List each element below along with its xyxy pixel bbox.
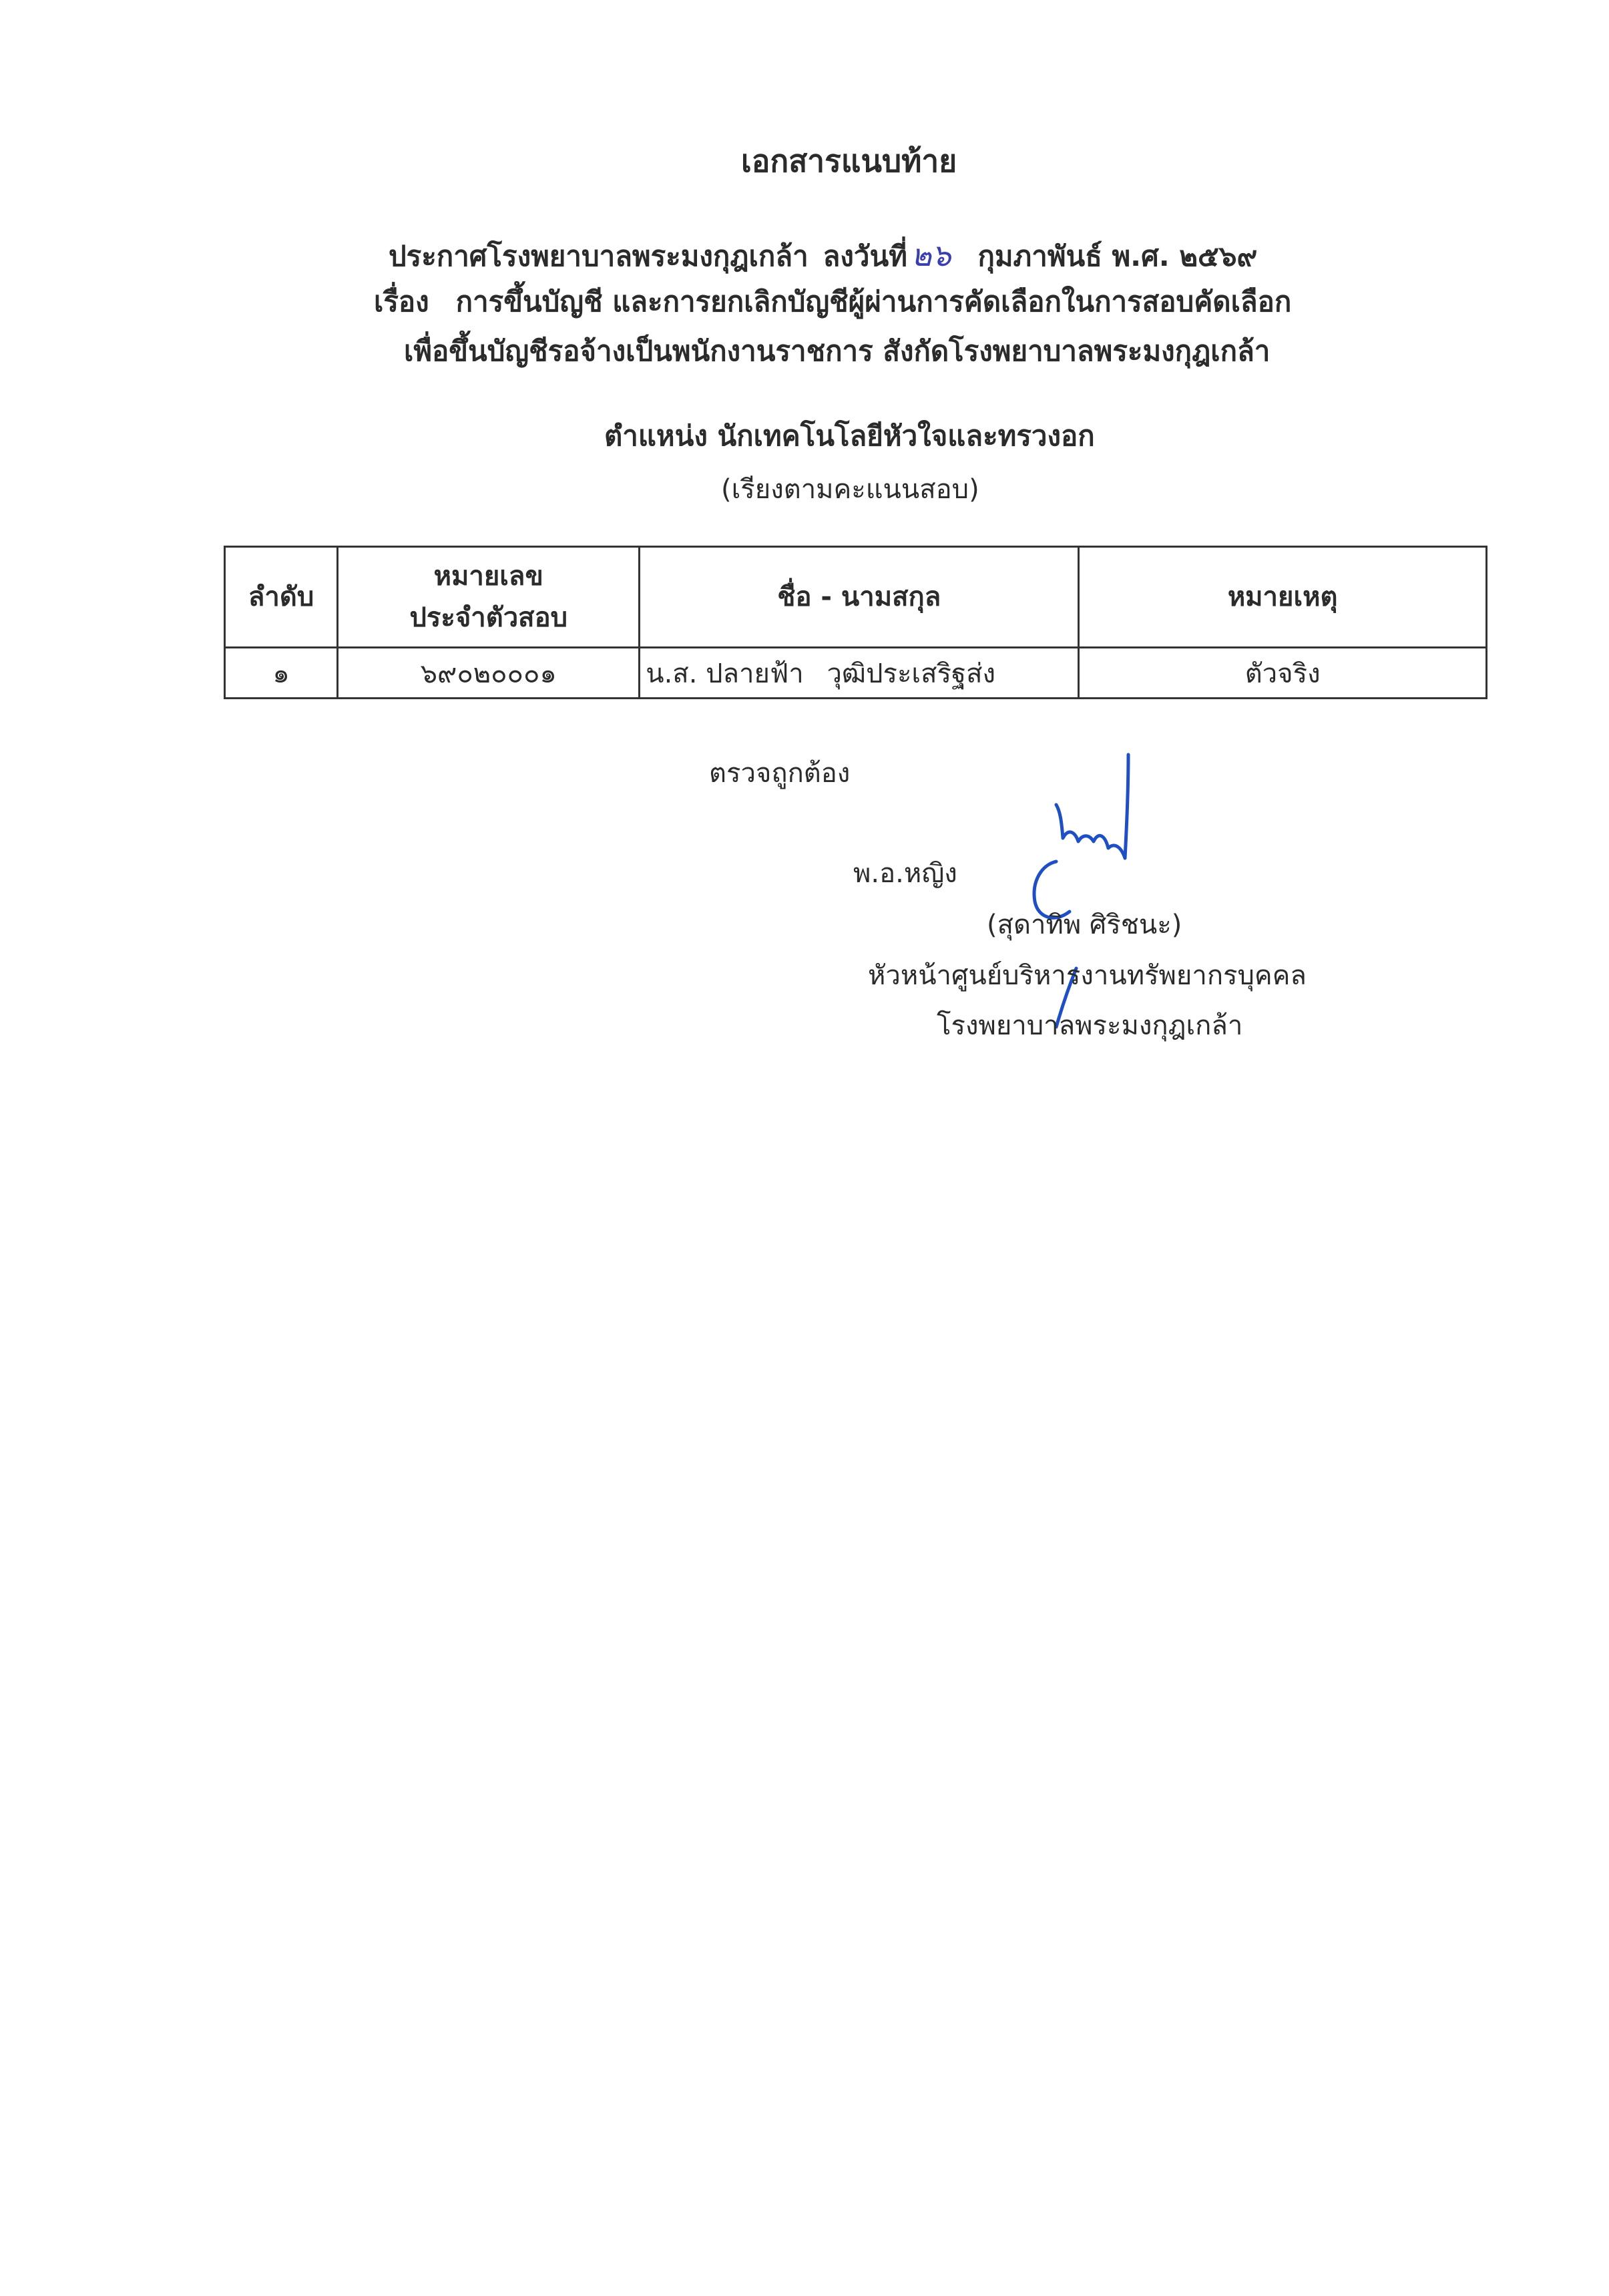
verified-label: ตรวจถูกต้อง	[709, 758, 851, 789]
header-order: ลำดับ	[225, 547, 338, 648]
last-name: วุฒิประเสริฐส่ง	[827, 658, 996, 689]
cell-remark: ตัวจริง	[1079, 648, 1487, 699]
sort-note: (เรียงตามคะแนนสอบ)	[721, 474, 979, 505]
document-title: เอกสารแนบท้าย	[741, 143, 957, 179]
cell-name	[640, 648, 1079, 699]
header-exam-id-line2: ประจำตัวสอบ	[409, 602, 567, 633]
header-name: ชื่อ - นามสกุล	[640, 547, 1079, 648]
cell-order: ๑	[225, 648, 338, 699]
handwritten-day: ๒๖	[911, 237, 951, 273]
header-exam-id	[338, 547, 640, 648]
announcement-line	[389, 235, 1257, 276]
subject-label: เรื่อง	[374, 285, 429, 318]
table-header-row	[225, 547, 1487, 648]
signer-title: หัวหน้าศูนย์บริหารงานทรัพยากรบุคคล	[868, 960, 1307, 991]
subject-line	[374, 282, 1291, 322]
cell-exam-id: ๖๙๐๒๐๐๐๑	[338, 648, 640, 699]
subject-continuation: เพื่อขึ้นบัญชีรอจ้างเป็นพนักงานราชการ สังกัดโรงพยาบาลพระมงกุฎเกล้า	[404, 335, 1271, 367]
signer-rank: พ.อ.หญิง	[853, 858, 957, 889]
subject-text: การขึ้นบัญชี และการยกเลิกบัญชีผู้ผ่านการคัดเลือกในการสอบคัดเลือก	[455, 285, 1292, 318]
name-title: น.ส.	[646, 658, 698, 689]
header-exam-id-line1: หมายเลข	[433, 561, 543, 592]
signer-name: (สุดาทิพ ศิริชนะ)	[987, 910, 1182, 940]
signer-organization: โรงพยาบาลพระมงกุฎเกล้า	[937, 1010, 1243, 1041]
header-remark: หมายเหตุ	[1079, 547, 1487, 648]
date-label: ลงวันที่	[823, 240, 907, 272]
month-year: กุมภาพันธ์ พ.ศ. ๒๕๖๙	[977, 240, 1258, 272]
results-table	[224, 546, 1487, 699]
first-name: ปลายฟ้า	[706, 658, 804, 689]
position-title: ตำแหน่ง นักเทคโนโลยีหัวใจและทรวงอก	[604, 419, 1095, 452]
announcement-issuer: ประกาศโรงพยาบาลพระมงกุฎเกล้า	[389, 240, 809, 272]
table-row	[225, 648, 1487, 699]
